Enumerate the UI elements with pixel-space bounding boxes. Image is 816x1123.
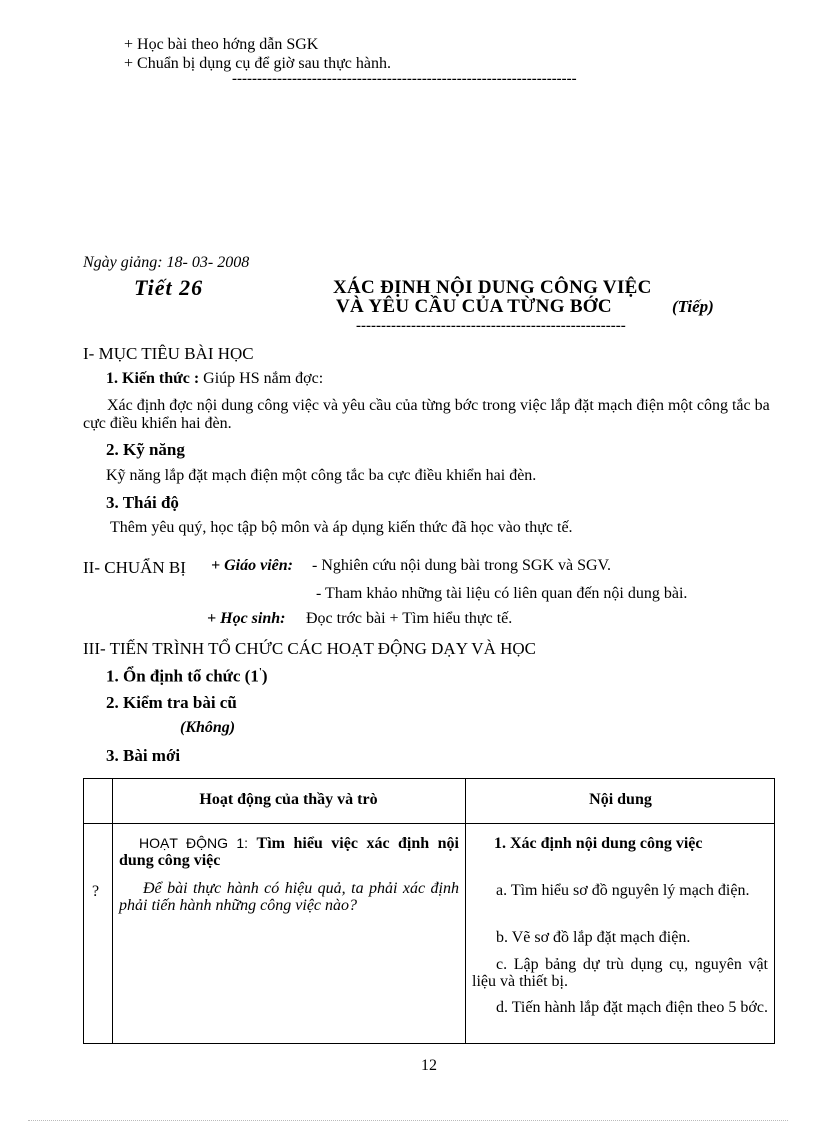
section-2-heading: II- CHUẨN BỊ [83,558,186,577]
table-col-divider-2 [465,779,466,1043]
content-item-d: d. Tiến hành lắp đặt mạch điện theo 5 bớc. [496,999,768,1016]
attitude-label: 3. Thái độ [106,493,179,512]
knowledge-label: 1. Kiến thức : [106,370,200,387]
content-heading: 1. Xác định nội dung công việc [494,835,703,852]
skill-text: Kỹ năng lắp đặt mạch điện một công tắc ba cực điều khiển hai đèn. [106,467,537,484]
step-1-sup: ' [258,666,262,678]
step-3: 3. Bài mới [106,746,181,765]
divider-title: ------------------------------------------------------ [356,318,626,334]
homework-line-1: + Học bài theo hớng dẫn SGK [124,36,319,53]
question-marker: ? [92,883,100,900]
lesson-title-line2: VÀ YÊU CẦU CỦA TỪNG BỚC [336,296,612,317]
lesson-date: Ngày giảng: 18- 03- 2008 [83,254,250,271]
page-number: 12 [421,1057,437,1074]
step-2: 2. Kiểm tra bài cũ [106,693,237,712]
lesson-number: Tiết 26 [134,275,204,300]
page-bottom-edge [28,1120,788,1121]
teacher-item-1: - Nghiên cứu nội dung bài trong SGK và SGV. [312,557,612,574]
knowledge-text: Xác định đợc nội dung công việc và yêu cầu của từng bớc trong việc lắp đặt mạch điện một công tắc ba cực điều khiển hai đèn. [83,397,770,432]
lesson-table [83,778,775,1044]
table-header-divider [84,823,774,824]
knowledge-intro: Giúp HS nắm đợc: [199,370,324,387]
student-text: Đọc trớc bài + Tìm hiểu thực tế. [306,610,513,627]
knowledge-line [106,370,323,388]
teacher-label: + Giáo viên: [211,557,293,574]
step-1-text: 1. Ổn định tổ chức (1 [106,666,259,686]
content-item-b: b. Vẽ sơ đồ lắp đặt mạch điện. [496,929,691,946]
table-col-divider-1 [112,779,113,1043]
section-3-heading: III- TIẾN TRÌNH TỔ CHỨC CÁC HOẠT ĐỘNG DẠY VÀ HỌC [83,639,536,658]
lesson-title-line1: XÁC ĐỊNH NỘI DUNG CÔNG VIỆC [333,277,652,298]
homework-line-2: + Chuẩn bị dụng cụ để giờ sau thực hành. [124,55,391,72]
content-item-a: a. Tìm hiểu sơ đồ nguyên lý mạch điện. [496,882,750,899]
step-1 [106,666,268,687]
student-label: + Học sinh: [207,610,286,627]
step-1-close: ) [261,666,268,686]
activity-heading [119,835,459,869]
activity-title: Tìm hiểu việc xác định nội dung công việc [119,835,459,869]
lesson-title-suffix: (Tiếp) [672,297,714,316]
content-item-c: c. Lập bảng dự trù dụng cụ, nguyên vật liệu và thiết bị. [472,956,768,990]
table-header-content: Nội dung [589,791,652,808]
divider-top: --------------------------------------------------------------------- [232,71,577,87]
activity-question: Để bài thực hành có hiệu quả, ta phải xác định phải tiến hành những công việc nào? [119,880,459,914]
table-header-activity: Hoạt động của thầy và trò [199,791,378,808]
teacher-item-2: - Tham khảo những tài liệu có liên quan đến nội dung bài. [316,585,688,602]
step-2-note: (Không) [180,719,236,736]
skill-label: 2. Kỹ năng [106,440,185,459]
section-1-heading: I- MỤC TIÊU BÀI HỌC [83,344,254,363]
attitude-text: Thêm yêu quý, học tập bộ môn và áp dụng kiến thức đã học vào thực tế. [110,519,573,536]
activity-label: HOẠT ĐỘNG 1: [139,835,249,851]
